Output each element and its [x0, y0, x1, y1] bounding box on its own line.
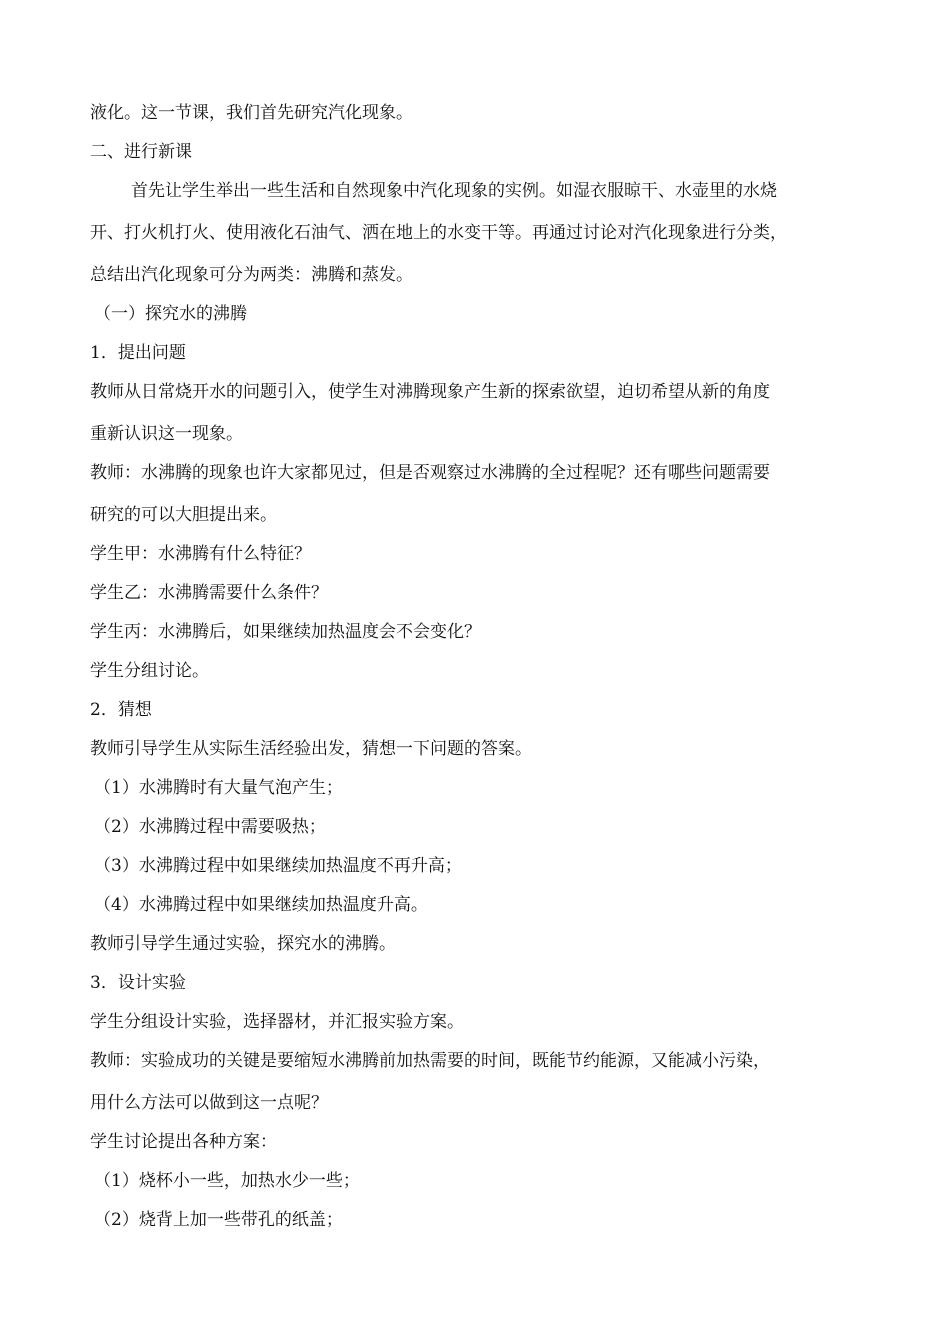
- step-heading: 3．设计实验: [90, 973, 186, 993]
- document-body: [90, 99, 865, 1245]
- subsection-heading: （一）探究水的沸腾: [94, 304, 247, 324]
- paragraph-line: 总结出汽化现象可分为两类：沸腾和蒸发。: [90, 265, 413, 285]
- paragraph-line: 首先让学生举出一些生活和自然现象中汽化现象的实例。如湿衣服晾干、水壶里的水烧: [131, 181, 777, 201]
- list-item: （1）水沸腾时有大量气泡产生；: [94, 778, 343, 798]
- paragraph-line: 学生分组设计实验，选择器材，并汇报实验方案。: [90, 1012, 464, 1032]
- dialogue-line: 学生乙：水沸腾需要什么条件？: [90, 583, 328, 603]
- section-heading: 二、进行新课: [90, 142, 192, 162]
- paragraph-line: 用什么方法可以做到这一点呢？: [90, 1093, 328, 1113]
- paragraph-line: 教师从日常烧开水的问题引入，使学生对沸腾现象产生新的探索欲望，迫切希望从新的角度: [90, 382, 770, 402]
- paragraph-line: 教师引导学生通过实验，探究水的沸腾。: [90, 934, 396, 954]
- paragraph-line: 教师引导学生从实际生活经验出发，猜想一下问题的答案。: [90, 739, 532, 759]
- paragraph-line: 研究的可以大胆提出来。: [90, 505, 277, 525]
- list-item: （3）水沸腾过程中如果继续加热温度不再升高；: [94, 856, 462, 876]
- paragraph-line: 重新认识这一现象。: [90, 424, 243, 444]
- list-item: （4）水沸腾过程中如果继续加热温度升高。: [94, 895, 428, 915]
- paragraph-line: 液化。这一节课，我们首先研究汽化现象。: [90, 103, 413, 123]
- paragraph-line: 开、打火机打火、使用液化石油气、洒在地上的水变干等。再通过讨论对汽化现象进行分类，: [90, 223, 787, 243]
- paragraph-line: 学生分组讨论。: [90, 661, 209, 681]
- dialogue-line: 学生甲：水沸腾有什么特征？: [90, 544, 311, 564]
- paragraph-line: 学生讨论提出各种方案：: [90, 1132, 277, 1152]
- list-item: （2）水沸腾过程中需要吸热；: [94, 817, 326, 837]
- dialogue-line: 学生丙：水沸腾后，如果继续加热温度会不会变化？: [90, 622, 481, 642]
- list-item: （2）烧背上加一些带孔的纸盖；: [94, 1210, 343, 1230]
- paragraph-line: 教师：实验成功的关键是要缩短水沸腾前加热需要的时间，既能节约能源，又能减小污染，: [90, 1051, 770, 1071]
- step-heading: 2．猜想: [90, 700, 152, 720]
- paragraph-line: 教师：水沸腾的现象也许大家都见过，但是否观察过水沸腾的全过程呢？还有哪些问题需要: [90, 463, 770, 483]
- list-item: （1）烧杯小一些，加热水少一些；: [94, 1171, 360, 1191]
- step-heading: 1．提出问题: [90, 343, 186, 363]
